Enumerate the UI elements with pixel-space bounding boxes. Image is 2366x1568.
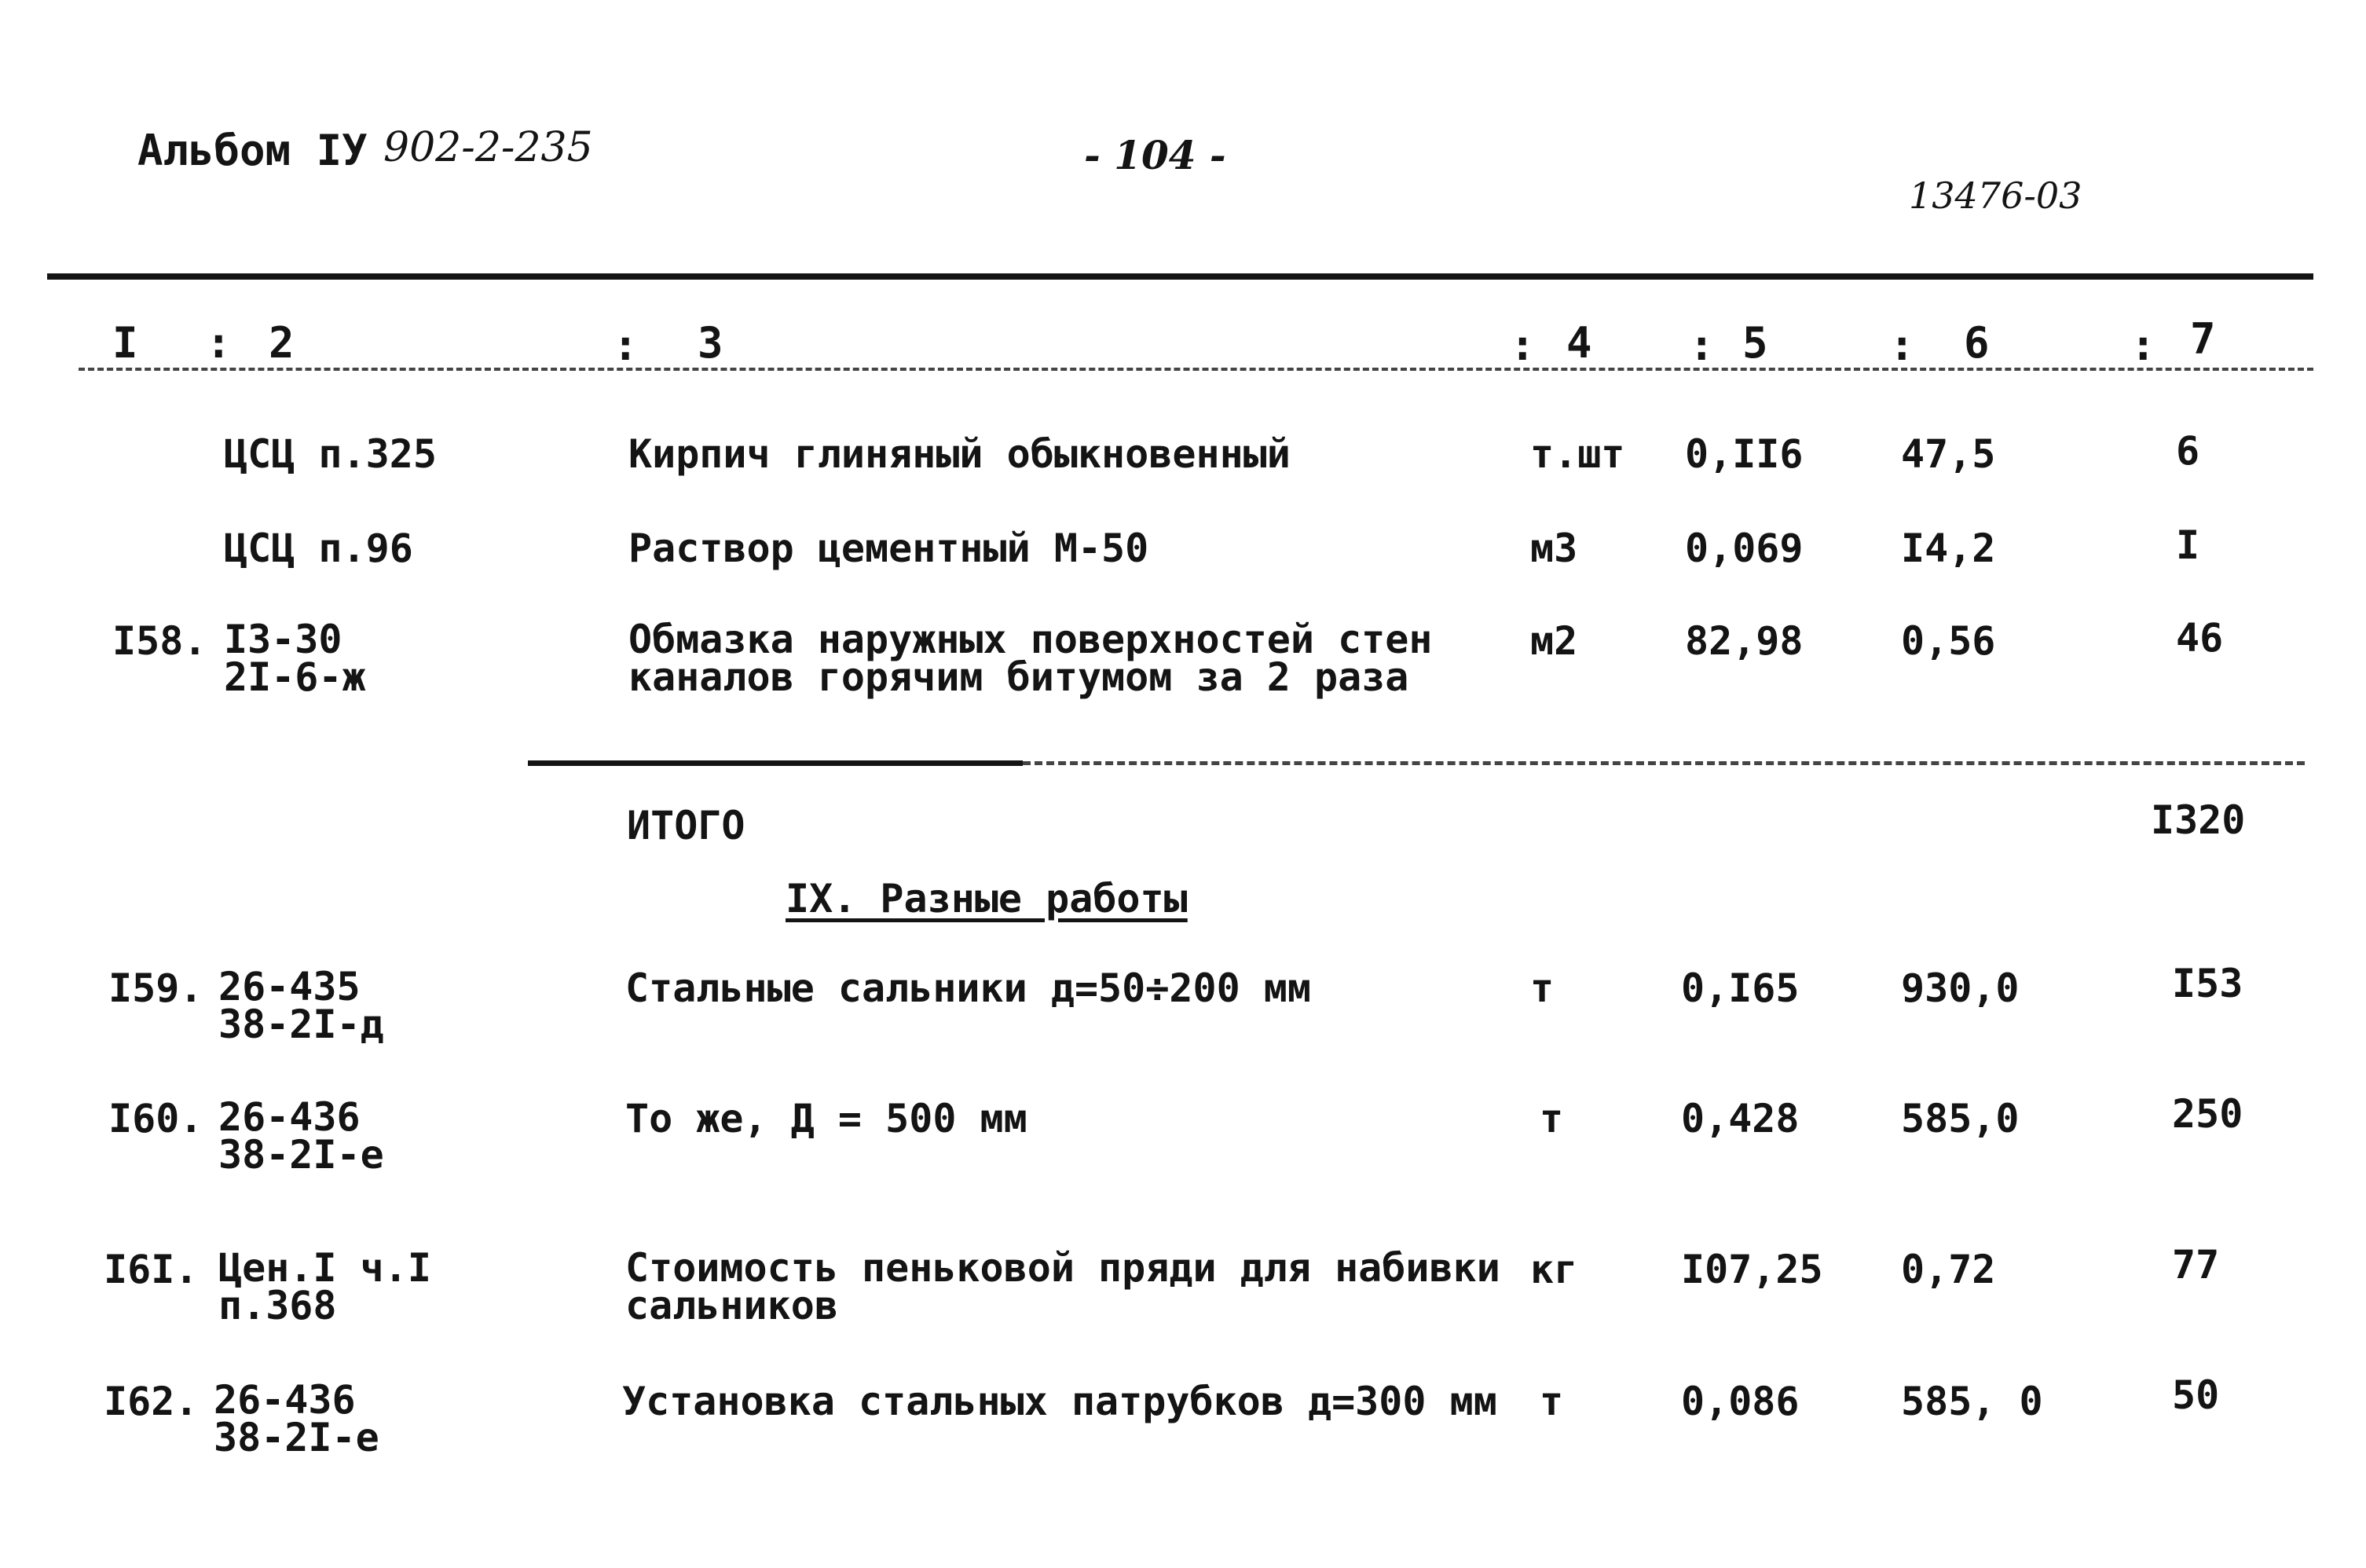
item-number: I60. bbox=[108, 1096, 203, 1141]
quantity-cell: 0,II6 bbox=[1685, 431, 1804, 477]
description-cell: Обмазка наружных поверхностей стен bbox=[628, 617, 1433, 662]
ref-cell: Цен.I ч.I bbox=[218, 1245, 431, 1291]
ref-cell: 26-436 bbox=[218, 1094, 361, 1140]
quantity-cell: 0,086 bbox=[1681, 1379, 1800, 1424]
unit-cell: т bbox=[1540, 1379, 1564, 1424]
album-label: Альбом IУ bbox=[137, 126, 368, 175]
total-cell: I53 bbox=[2172, 961, 2243, 1006]
description-cell-line2: каналов горячим битумом за 2 раза bbox=[628, 654, 1409, 700]
item-number: I58. bbox=[112, 618, 207, 664]
subtotal-rule-solid bbox=[528, 760, 1023, 766]
ref-cell: 26-436 bbox=[214, 1377, 356, 1423]
ref-cell-line2: 38-2I-д bbox=[218, 1002, 384, 1047]
col-header-1: I bbox=[112, 318, 138, 368]
item-number: I62. bbox=[104, 1379, 199, 1424]
unit-cell: м2 bbox=[1530, 618, 1578, 664]
quantity-cell: 82,98 bbox=[1685, 618, 1804, 664]
total-cell: I bbox=[2176, 522, 2200, 568]
total-cell: 6 bbox=[2176, 428, 2200, 474]
document-number: 13476-03 bbox=[1909, 174, 2082, 217]
col-separator: : bbox=[206, 318, 232, 368]
description-cell: Раствор цементный М-50 bbox=[628, 526, 1149, 571]
item-number: I59. bbox=[108, 965, 203, 1011]
description-cell: Стальные сальники д=50÷200 мм bbox=[625, 965, 1311, 1011]
unit-cell: м3 bbox=[1530, 526, 1578, 571]
col-header-3: 3 bbox=[698, 318, 723, 368]
ref-cell: ЦСЦ п.325 bbox=[224, 431, 437, 477]
ref-cell: ЦСЦ п.96 bbox=[224, 526, 413, 571]
col-header-5: 5 bbox=[1742, 318, 1768, 368]
total-cell: 46 bbox=[2176, 615, 2224, 661]
price-cell: 47,5 bbox=[1901, 431, 1996, 477]
price-cell: 930,0 bbox=[1901, 965, 2020, 1011]
quantity-cell: 0,428 bbox=[1681, 1096, 1800, 1141]
col-header-4: 4 bbox=[1566, 318, 1592, 368]
col-separator: : bbox=[2130, 321, 2156, 370]
col-separator: : bbox=[1510, 321, 1536, 370]
unit-cell: т.шт bbox=[1530, 431, 1625, 477]
price-cell: 585,0 bbox=[1901, 1096, 2020, 1141]
col-separator: : bbox=[1689, 321, 1715, 370]
description-cell: Стоимость пеньковой пряди для набивки bbox=[625, 1245, 1500, 1291]
subtotal-value: I320 bbox=[2151, 797, 2246, 843]
header-rule bbox=[79, 368, 2313, 371]
total-cell: 50 bbox=[2172, 1372, 2220, 1418]
total-cell: 250 bbox=[2172, 1091, 2243, 1137]
top-rule bbox=[47, 273, 2313, 280]
section-title: IX. Разные работы bbox=[786, 876, 1188, 921]
page-number: - 104 - bbox=[1084, 132, 1226, 178]
unit-cell: т bbox=[1540, 1096, 1564, 1141]
description-cell: То же, Д = 500 мм bbox=[625, 1096, 1027, 1141]
price-cell: I4,2 bbox=[1901, 526, 1996, 571]
subtotal-label: ИТОГО bbox=[627, 803, 745, 848]
quantity-cell: 0,I65 bbox=[1681, 965, 1800, 1011]
total-cell: 77 bbox=[2172, 1242, 2220, 1288]
price-cell: 0,72 bbox=[1901, 1247, 1996, 1292]
quantity-cell: I07,25 bbox=[1681, 1247, 1823, 1292]
subtotal-rule-dashed bbox=[1023, 761, 2305, 765]
album-code: 902-2-235 bbox=[383, 124, 593, 171]
item-number: I6I. bbox=[104, 1247, 199, 1292]
col-header-2: 2 bbox=[269, 318, 295, 368]
ref-cell: I3-30 bbox=[224, 617, 342, 662]
col-separator: : bbox=[613, 321, 639, 370]
ref-cell-line2: 38-2I-е bbox=[218, 1132, 384, 1178]
col-header-7: 7 bbox=[2190, 314, 2216, 364]
unit-cell: т bbox=[1530, 965, 1555, 1011]
col-separator: : bbox=[1889, 321, 1915, 370]
ref-cell-line2: 38-2I-е bbox=[214, 1415, 379, 1460]
ref-cell: 26-435 bbox=[218, 964, 361, 1009]
price-cell: 585, 0 bbox=[1901, 1379, 2043, 1424]
col-header-6: 6 bbox=[1964, 318, 1990, 368]
description-cell: Установка стальных патрубков д=300 мм bbox=[622, 1379, 1497, 1424]
price-cell: 0,56 bbox=[1901, 618, 1996, 664]
unit-cell: кг bbox=[1530, 1247, 1578, 1292]
description-cell: Кирпич глиняный обыкновенный bbox=[628, 431, 1291, 477]
description-cell-line2: сальников bbox=[625, 1283, 838, 1328]
quantity-cell: 0,069 bbox=[1685, 526, 1804, 571]
ref-cell-line2: 2I-6-ж bbox=[224, 654, 366, 700]
ref-cell-line2: п.368 bbox=[218, 1283, 337, 1328]
